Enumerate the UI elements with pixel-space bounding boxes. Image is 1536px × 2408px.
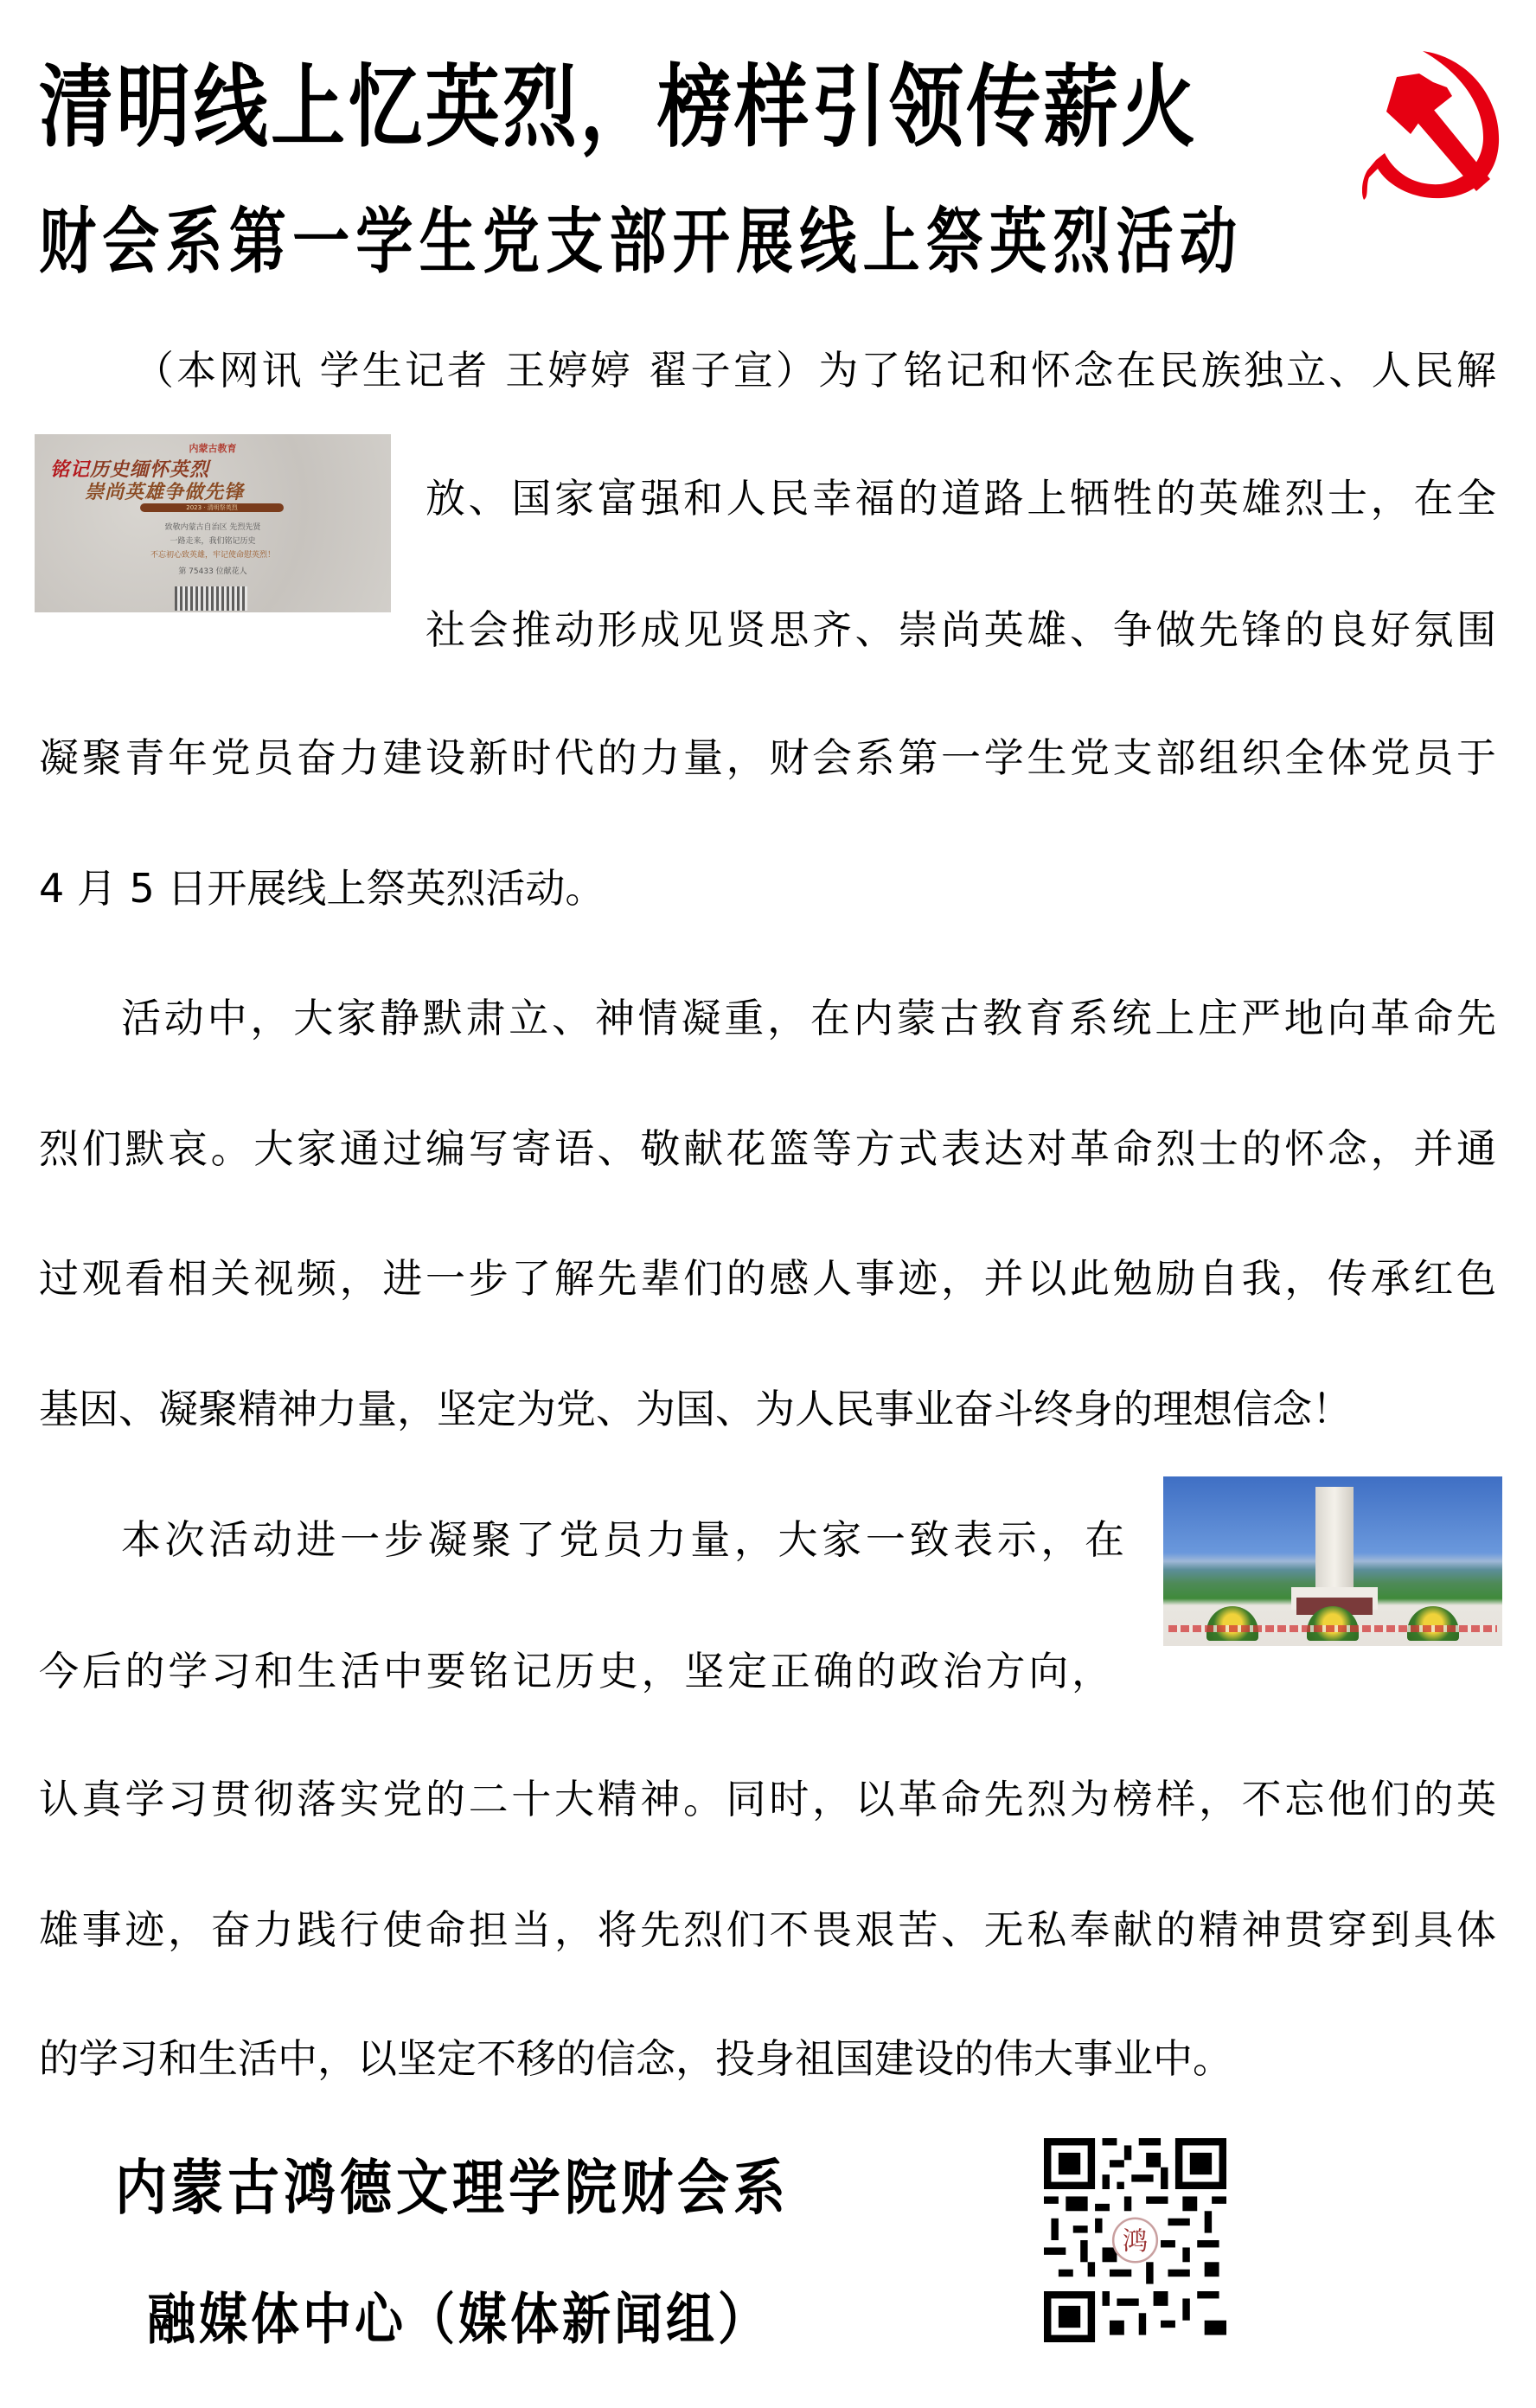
paragraph-1-line-5: 4 月 5 日开展线上祭英烈活动。 bbox=[39, 865, 605, 912]
paragraph-3-line-2: 今后的学习和生活中要铭记历史，坚定正确的政治方向， bbox=[39, 1648, 1111, 1694]
monument-obelisk bbox=[1315, 1487, 1354, 1589]
poster-pill: 2023 · 清明祭英烈 bbox=[140, 503, 284, 512]
paragraph-1-line-2: 放、国家富强和人民幸福的道路上牺牲的英雄烈士，在全 bbox=[426, 475, 1496, 522]
wreath-row bbox=[1168, 1625, 1497, 1632]
paragraph-3-line-1: 本次活动进一步凝聚了党员力量，大家一致表示，在 bbox=[121, 1516, 1124, 1563]
hammer-sickle-icon bbox=[1362, 48, 1505, 203]
paragraph-1-line-4: 凝聚青年党员奋力建设新时代的力量，财会系第一学生党支部组织全体党员于 bbox=[39, 734, 1496, 781]
poster-headline-2: 崇尚英雄争做先锋 bbox=[85, 482, 245, 503]
footer-organization: 内蒙古鸿德文理学院财会系 bbox=[115, 2153, 785, 2224]
martyrs-monument-image bbox=[1163, 1476, 1502, 1646]
poster-logo: 内蒙古教育 bbox=[189, 443, 237, 454]
poster-headline-1-red: 铭记 bbox=[50, 459, 91, 481]
paragraph-3-line-4: 雄事迹，奋力践行使命担当，将先烈们不畏艰苦、无私奉献的精神贯穿到具体 bbox=[39, 1906, 1496, 1953]
paragraph-2-line-2: 烈们默哀。大家通过编写寄语、敬献花篮等方式表达对革命烈士的怀念，并通 bbox=[39, 1125, 1496, 1172]
paragraph-1-line-1: （本网讯 学生记者 王婷婷 翟子宣）为了铭记和怀念在民族独立、人民解 bbox=[134, 347, 1496, 394]
footer-department: 融媒体中心（媒体新闻组） bbox=[147, 2288, 766, 2353]
flower-basket bbox=[1407, 1606, 1459, 1641]
party-emblem-icon bbox=[1362, 48, 1505, 203]
page-subtitle: 财会系第一学生党支部开展线上祭英烈活动 bbox=[39, 200, 1237, 284]
poster-counter: 第 75433 位献花人 bbox=[178, 567, 247, 576]
poster-headline-1-rest: 历史缅怀英烈 bbox=[90, 459, 210, 481]
qr-code-icon bbox=[1044, 2138, 1226, 2342]
poster-qr-code bbox=[175, 586, 247, 611]
paragraph-1-line-3: 社会推动形成见贤思齐、崇尚英雄、争做先锋的良好氛围 bbox=[426, 606, 1496, 653]
qr-code-image bbox=[1044, 2138, 1226, 2342]
poster-text-1: 致敬内蒙古自治区 先烈先贤 bbox=[164, 523, 261, 532]
page-title: 清明线上忆英烈，榜样引领传薪火 bbox=[39, 55, 1195, 160]
paragraph-2-line-1: 活动中，大家静默肃立、神情凝重，在内蒙古教育系统上庄严地向革命先 bbox=[121, 995, 1496, 1041]
paragraph-2-line-3: 过观看相关视频，进一步了解先辈们的感人事迹，并以此勉励自我，传承红色 bbox=[39, 1255, 1496, 1302]
poster-text-3: 不忘初心致英雄，牢记使命慰英烈！ bbox=[150, 551, 275, 560]
memorial-poster-image bbox=[35, 434, 391, 612]
flower-basket bbox=[1206, 1606, 1258, 1641]
poster-text-2: 一路走来，我们铭记历史 bbox=[170, 537, 256, 546]
paragraph-3-line-5: 的学习和生活中，以坚定不移的信念，投身祖国建设的伟大事业中。 bbox=[39, 2035, 1232, 2082]
paragraph-3-line-3: 认真学习贯彻落实党的二十大精神。同时，以革命先烈为榜样，不忘他们的英 bbox=[39, 1776, 1496, 1822]
paragraph-2-line-4: 基因、凝聚精神力量，坚定为党、为国、为人民事业奋斗终身的理想信念！ bbox=[39, 1386, 1352, 1432]
svg-text:鸿: 鸿 bbox=[1122, 2225, 1149, 2256]
